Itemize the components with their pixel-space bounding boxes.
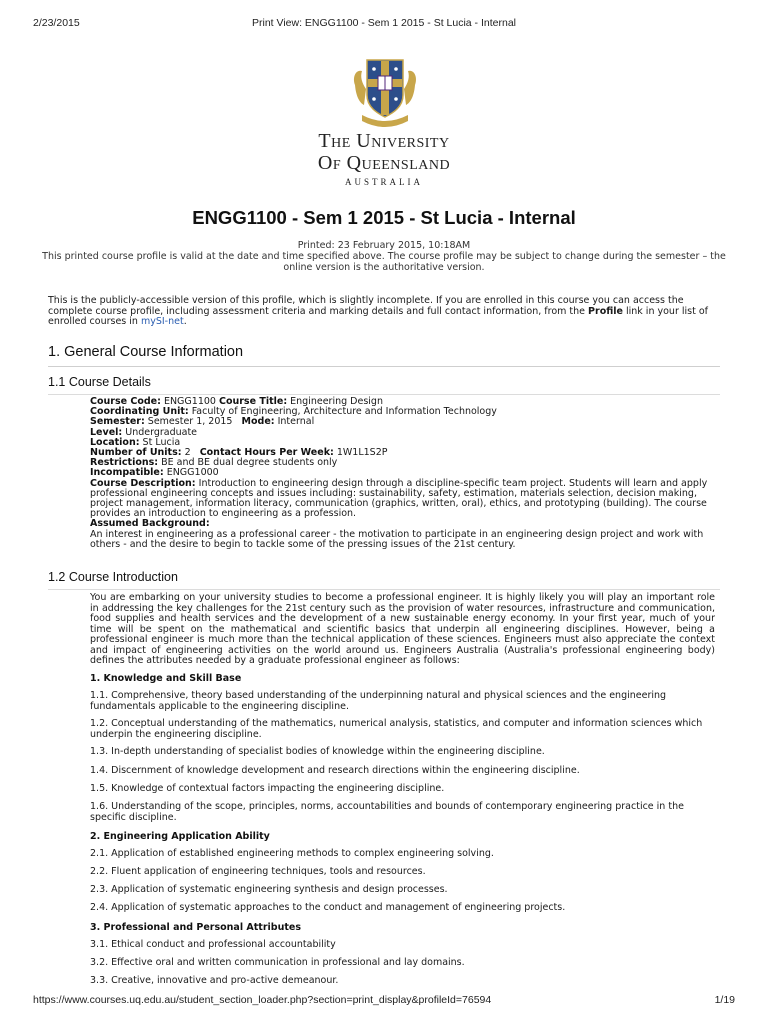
level-label: Level: <box>90 426 123 438</box>
attribute-item: 2.3. Application of systematic engineering synthesis and design processes. <box>90 884 448 895</box>
units-value: 2 <box>184 447 191 459</box>
code-value: ENGG1100 <box>163 396 216 407</box>
attribute-heading-application: 2. Engineering Application Ability <box>90 831 270 842</box>
attribute-item: 1.1. Comprehensive, theory based understanding of the underpinning natural and physical sciences and the engineering fundamentals applicable to the engineering discipline. <box>90 690 667 712</box>
course-title: ENGG1100 - Sem 1 2015 - St Lucia - Internal <box>192 207 576 228</box>
semester-label: Semester: <box>90 416 145 428</box>
page-number: 1/19 <box>714 994 735 1006</box>
title-value: Engineering Design <box>290 396 383 407</box>
hours-value: 1W1L1S2P <box>336 447 388 459</box>
printed-validity-note: This printed course profile is valid at the date and time specified above. The course profile may be subject to change during the semester – the online version is the authoritative version. <box>42 251 726 273</box>
location-label: Location: <box>90 436 140 448</box>
attribute-item: 1.5. Knowledge of contextual factors impacting the engineering discipline. <box>90 783 445 794</box>
attribute-heading-professional: 3. Professional and Personal Attributes <box>90 922 301 933</box>
print-footer <box>33 994 735 1008</box>
university-name-line2: Of Queensland <box>317 152 451 174</box>
university-name-line1: The University <box>318 130 450 152</box>
intro-text-start: This is the publicly-accessible version of this profile, which is slightly incomplete. If you are enrolled in this course you can access the complete course profile, including assessment criteria and marking details and full contact information, from the <box>48 295 684 317</box>
detail-description <box>90 479 715 520</box>
attribute-item: 1.6. Understanding of the scope, principles, norms, accountabilities and bounds of contemporary engineering practice in the specific discipline. <box>90 801 684 823</box>
printed-timestamp: Printed: 23 February 2015, 10:18AM <box>297 240 471 251</box>
incompatible-value: ENGG1000 <box>166 467 219 479</box>
section-heading-course-details: 1.1 Course Details <box>48 375 720 395</box>
attribute-item: 2.4. Application of systematic approaches to the conduct and management of engineering projects. <box>90 902 566 913</box>
crest-icon <box>350 55 420 130</box>
description-value: Introduction to engineering design through a discipline-specific team project. Students will learn and apply professional engineering concepts and issues including: sustainability, safety, estimation, materials selection, decision making, project management, information literacy, communication (graphics, written, oral), ethics, and prototyping (building). The course provides an introduction to engineering as a profession. <box>90 477 708 520</box>
level-value: Undergraduate <box>125 426 198 438</box>
course-details <box>90 397 715 550</box>
semester-value: Semester 1, 2015 <box>147 416 233 428</box>
attribute-item: 1.3. In-depth understanding of specialist bodies of knowledge within the engineering discipline. <box>90 746 545 757</box>
section-heading-general: 1. General Course Information <box>48 344 720 367</box>
mode-label: Mode: <box>241 416 275 428</box>
unit-value: Faculty of Engineering, Architecture and Information Technology <box>191 406 497 418</box>
attribute-item: 2.1. Application of established engineering methods to complex engineering solving. <box>90 848 494 859</box>
intro-text-middle: link in your list of enrolled courses in <box>48 305 709 327</box>
attribute-item: 1.4. Discernment of knowledge development and research directions within the engineering discipline. <box>90 765 580 776</box>
print-date: 2/23/2015 <box>33 17 80 29</box>
section-heading-course-intro: 1.2 Course Introduction <box>48 570 720 590</box>
location-value: St Lucia <box>142 436 181 448</box>
background-value: An interest in engineering as a professional career - the motivation to participate in an engineering design project and work with others - and the desire to begin to tackle some of the pressing issues of the 21st century. <box>90 528 704 550</box>
attribute-item: 2.2. Fluent application of engineering techniques, tools and resources. <box>90 866 426 877</box>
units-label: Number of Units: <box>90 447 182 459</box>
intro-profile-bold: Profile <box>588 305 623 317</box>
intro-paragraph <box>48 296 720 328</box>
attribute-item: 3.1. Ethical conduct and professional accountability <box>90 939 336 950</box>
attribute-heading-knowledge: 1. Knowledge and Skill Base <box>90 673 242 684</box>
mysinet-link[interactable]: mySI-net <box>140 316 184 327</box>
printed-notice <box>40 240 728 273</box>
description-label: Course Description: <box>90 477 196 489</box>
attribute-item: 1.2. Conceptual understanding of the mathematics, numerical analysis, statistics, and computer and information sciences which underpin the engineering discipline. <box>90 718 703 740</box>
course-intro-paragraph: You are embarking on your university studies to become a professional engineer. It is highly likely you will play an important role in addressing the key challenges for the 21st century such as the provision of water resources, infrastructure and communication, food supplies and health services and the development of a new sustainable energy economy. In your first year, much of your time will be spent on the mathematical and scientific basics that underpin all engineering disciplines. However, being a professional engineer is much more than the technical application of these sciences. Engineers must also appreciate the context and impact of engineering activities on the world around us. Engineers Australia (Australia's professional engineering body) defines the attributes needed by a graduate professional engineer as follows: <box>90 592 715 666</box>
restrictions-label: Restrictions: <box>90 457 159 469</box>
print-header <box>33 17 735 31</box>
title-label: Course Title: <box>218 396 288 407</box>
attribute-item: 3.3. Creative, innovative and pro-active demeanour. <box>90 975 339 986</box>
code-label: Course Code: <box>90 396 161 407</box>
attribute-item: 3.2. Effective oral and written communication in professional and lay domains. <box>90 957 465 968</box>
detail-level <box>90 428 715 438</box>
incompatible-label: Incompatible: <box>90 467 164 479</box>
background-label: Assumed Background: <box>90 518 210 530</box>
intro-text-end: . <box>183 316 187 327</box>
print-url: https://www.courses.uq.edu.au/student_section_loader.php?section=print_display&profileId=76594 <box>33 994 492 1006</box>
unit-label: Coordinating Unit: <box>90 406 189 418</box>
university-name-country: AUSTRALIA <box>345 177 423 187</box>
restrictions-value: BE and BE dual degree students only <box>161 457 338 469</box>
hours-label: Contact Hours Per Week: <box>199 447 334 459</box>
print-title: Print View: ENGG1100 - Sem 1 2015 - St Lucia - Internal <box>252 17 516 29</box>
mode-value: Internal <box>277 416 315 428</box>
